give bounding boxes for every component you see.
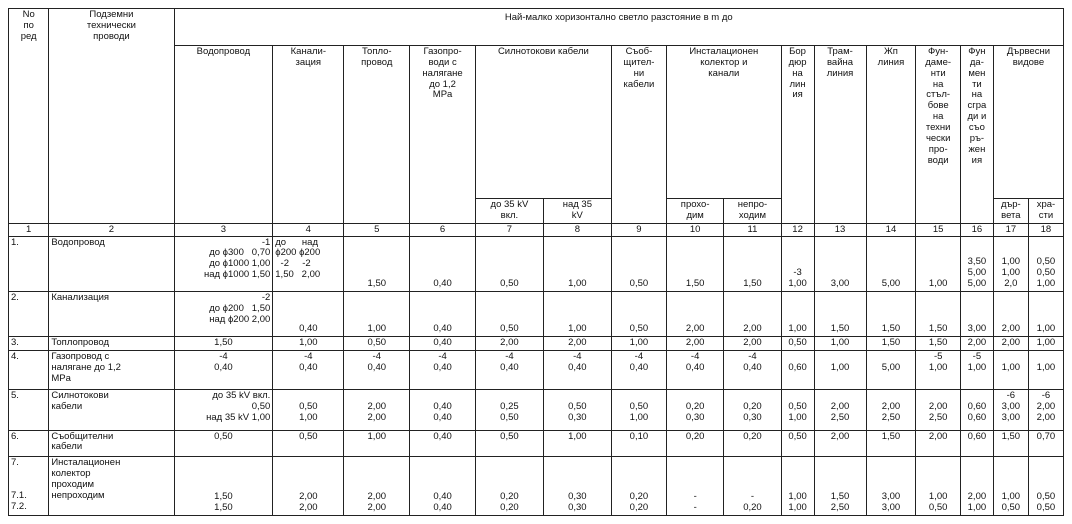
cell: 2,00 2,50 bbox=[866, 389, 916, 430]
cell: 2,00 bbox=[667, 291, 724, 336]
cell: 1,50 1,50 bbox=[174, 457, 273, 516]
cell: 1,50 bbox=[344, 236, 410, 291]
cell: -6 2,00 2,00 bbox=[1028, 389, 1063, 430]
column-number: 6 bbox=[410, 224, 476, 236]
col-collector: Инсталационен колектор и канали bbox=[667, 45, 782, 198]
table-row bbox=[9, 389, 1064, 430]
column-number: 16 bbox=[960, 224, 993, 236]
cell: 2,00 bbox=[814, 430, 866, 457]
cell: 0,50 bbox=[174, 430, 273, 457]
cell: 0,60 0,60 bbox=[960, 389, 993, 430]
cell: -1 до ϕ300 0,70 до ϕ1000 1,00 над ϕ1000 1,50 bbox=[174, 236, 273, 291]
cell: 1,00 bbox=[273, 336, 344, 350]
cell: -5 1,00 bbox=[916, 350, 961, 389]
cell: 1,00 0,50 bbox=[993, 457, 1028, 516]
cell: -4 0,40 bbox=[667, 350, 724, 389]
cell: 0,40 0,40 bbox=[410, 457, 476, 516]
cell: 0,40 bbox=[410, 430, 476, 457]
row-number: 6. bbox=[9, 430, 49, 457]
cell: 1,00 bbox=[344, 430, 410, 457]
cell: -2 до ϕ200 1,50 над ϕ200 2,00 bbox=[174, 291, 273, 336]
row-name: Силнотокови кабели bbox=[49, 389, 174, 430]
cell: 1,00 bbox=[543, 430, 611, 457]
cell: 1,00 bbox=[543, 291, 611, 336]
row-name: Съобщителни кабели bbox=[49, 430, 174, 457]
cell: 0,50 bbox=[781, 336, 814, 350]
row-number: 4. bbox=[9, 350, 49, 389]
col-tram: Трам- вайна линия bbox=[814, 45, 866, 224]
cell: 0,50 bbox=[611, 291, 666, 336]
cell: 0,20 0,20 bbox=[475, 457, 543, 516]
cell: 3,50 5,00 5,00 bbox=[960, 236, 993, 291]
cell: 2,00 2,50 bbox=[916, 389, 961, 430]
col-heat: Топло- провод bbox=[344, 45, 410, 224]
cell: -5 1,00 bbox=[960, 350, 993, 389]
cell: 0,25 0,50 bbox=[475, 389, 543, 430]
cell: -4 0,40 bbox=[611, 350, 666, 389]
row-number: 3. bbox=[9, 336, 49, 350]
column-number: 4 bbox=[273, 224, 344, 236]
cell: 0,50 bbox=[611, 236, 666, 291]
cell: 1,00 bbox=[916, 236, 961, 291]
table-row bbox=[9, 430, 1064, 457]
column-number: 14 bbox=[866, 224, 916, 236]
cell: 0,30 0,30 bbox=[543, 457, 611, 516]
cell: 0,50 bbox=[475, 236, 543, 291]
table-row bbox=[9, 291, 1064, 336]
col-curb: Бор дюр на лин ия bbox=[781, 45, 814, 224]
cell: 1,00 bbox=[814, 350, 866, 389]
col-water: Водопровод bbox=[174, 45, 273, 224]
cell: 0,50 bbox=[344, 336, 410, 350]
cell: 2,00 bbox=[724, 291, 781, 336]
cell: 1,00 bbox=[543, 236, 611, 291]
cell: 1,50 bbox=[866, 430, 916, 457]
row-number: 1. bbox=[9, 236, 49, 291]
col-shrubs: хра- сти bbox=[1028, 199, 1063, 224]
cell: 0,20 0,20 bbox=[611, 457, 666, 516]
col-trees-shrubs: Дървесни видове bbox=[993, 45, 1063, 198]
cell: 0,50 1,00 bbox=[273, 389, 344, 430]
cell: 3,00 bbox=[960, 291, 993, 336]
column-number: 10 bbox=[667, 224, 724, 236]
cell: 0,50 bbox=[475, 430, 543, 457]
cell: 3,00 3,00 bbox=[866, 457, 916, 516]
cell: - - bbox=[667, 457, 724, 516]
row-number: 7. 7.1. 7.2. bbox=[9, 457, 49, 516]
col-power-over35: над 35 kV bbox=[543, 199, 611, 224]
cell: -3 1,00 bbox=[781, 236, 814, 291]
cell: 2,00 2,00 bbox=[273, 457, 344, 516]
header-lines: Подземни технически проводи bbox=[49, 9, 174, 224]
column-number: 5 bbox=[344, 224, 410, 236]
distance-table bbox=[8, 8, 1064, 516]
row-name: Топлопровод bbox=[49, 336, 174, 350]
col-impassable: непро- ходим bbox=[724, 199, 781, 224]
cell: 1,00 bbox=[781, 291, 814, 336]
cell: 1,00 1,00 2,0 bbox=[993, 236, 1028, 291]
cell: 0,70 bbox=[1028, 430, 1063, 457]
cell: 2,00 bbox=[960, 336, 993, 350]
table-row bbox=[9, 457, 1064, 516]
col-gas: Газопро- води с налягане до 1,2 MPa bbox=[410, 45, 476, 224]
column-number: 12 bbox=[781, 224, 814, 236]
row-number: 5. bbox=[9, 389, 49, 430]
cell: 1,50 bbox=[866, 336, 916, 350]
cell: -4 0,40 bbox=[410, 350, 476, 389]
cell: 1,00 bbox=[1028, 336, 1063, 350]
cell: 0,50 0,50 bbox=[1028, 457, 1063, 516]
col-passable: прохо- дим bbox=[667, 199, 724, 224]
cell: 0,20 bbox=[667, 430, 724, 457]
header-span: Най-малко хоризонтално светло разстояние в m до bbox=[174, 9, 1063, 46]
cell: -4 0,40 bbox=[344, 350, 410, 389]
cell: 1,00 bbox=[1028, 350, 1063, 389]
row-name: Канализация bbox=[49, 291, 174, 336]
cell: 2,00 2,00 bbox=[344, 457, 410, 516]
column-number: 1 bbox=[9, 224, 49, 236]
header-no: No по ред bbox=[9, 9, 49, 224]
cell: 2,00 bbox=[724, 336, 781, 350]
cell: 0,50 1,00 bbox=[781, 389, 814, 430]
cell: 2,00 2,50 bbox=[814, 389, 866, 430]
cell: 0,50 0,50 1,00 bbox=[1028, 236, 1063, 291]
table-row bbox=[9, 236, 1064, 291]
col-telecom: Съоб- щител- ни кабели bbox=[611, 45, 666, 224]
cell: 1,00 bbox=[993, 350, 1028, 389]
cell: 5,00 bbox=[866, 350, 916, 389]
cell: до над ϕ200 ϕ200 -2 -2 1,50 2,00 bbox=[273, 236, 344, 291]
column-number: 15 bbox=[916, 224, 961, 236]
cell: 2,00 bbox=[667, 336, 724, 350]
cell: -6 3,00 3,00 bbox=[993, 389, 1028, 430]
cell: 0,60 bbox=[781, 350, 814, 389]
cell: 1,50 bbox=[916, 336, 961, 350]
col-rail: Жп линия bbox=[866, 45, 916, 224]
cell: 3,00 bbox=[814, 236, 866, 291]
cell: 1,50 bbox=[667, 236, 724, 291]
cell: 0,50 0,30 bbox=[543, 389, 611, 430]
cell: 1,50 bbox=[724, 236, 781, 291]
cell: 0,50 bbox=[781, 430, 814, 457]
cell: 2,00 bbox=[475, 336, 543, 350]
column-number: 8 bbox=[543, 224, 611, 236]
cell: 1,50 bbox=[174, 336, 273, 350]
cell: 2,00 2,00 bbox=[344, 389, 410, 430]
cell: 0,60 bbox=[960, 430, 993, 457]
row-number: 2. bbox=[9, 291, 49, 336]
cell: 0,40 bbox=[410, 236, 476, 291]
cell: 0,50 bbox=[475, 291, 543, 336]
col-building-foundations: Фун да- мен ти на сгра ди и съо ръ- жен ия bbox=[960, 45, 993, 224]
cell: 1,00 bbox=[814, 336, 866, 350]
cell: 1,00 1,00 bbox=[781, 457, 814, 516]
cell: 0,40 bbox=[410, 336, 476, 350]
cell: 0,20 0,30 bbox=[667, 389, 724, 430]
column-number: 2 bbox=[49, 224, 174, 236]
column-number: 13 bbox=[814, 224, 866, 236]
cell: 1,50 bbox=[916, 291, 961, 336]
cell: 0,20 bbox=[724, 430, 781, 457]
col-sewer: Канали- зация bbox=[273, 45, 344, 224]
cell: 0,40 bbox=[410, 291, 476, 336]
cell: 5,00 bbox=[866, 236, 916, 291]
cell: -4 0,40 bbox=[475, 350, 543, 389]
cell: 1,00 0,50 bbox=[916, 457, 961, 516]
col-pole-foundations: Фун- даме- нти на стъл- бове на техни чески про- води bbox=[916, 45, 961, 224]
cell: 0,40 0,40 bbox=[410, 389, 476, 430]
cell: 0,10 bbox=[611, 430, 666, 457]
cell: 1,00 bbox=[611, 336, 666, 350]
table-row bbox=[9, 336, 1064, 350]
cell: 0,50 1,00 bbox=[611, 389, 666, 430]
cell: -4 0,40 bbox=[543, 350, 611, 389]
column-numbers-row bbox=[9, 224, 1064, 236]
column-number: 17 bbox=[993, 224, 1028, 236]
col-trees: дър- вета bbox=[993, 199, 1028, 224]
cell: - 0,20 bbox=[724, 457, 781, 516]
row-name: Газопровод с налягане до 1,2 MPa bbox=[49, 350, 174, 389]
cell: 0,40 bbox=[273, 291, 344, 336]
cell: 0,20 0,30 bbox=[724, 389, 781, 430]
cell: 2,00 bbox=[543, 336, 611, 350]
cell: 1,50 2,50 bbox=[814, 457, 866, 516]
column-number: 18 bbox=[1028, 224, 1063, 236]
row-name: Инсталационен колектор проходим непроходим bbox=[49, 457, 174, 516]
column-number: 3 bbox=[174, 224, 273, 236]
column-number: 7 bbox=[475, 224, 543, 236]
col-power-cables: Силнотокови кабели bbox=[475, 45, 611, 198]
cell: 2,00 bbox=[993, 291, 1028, 336]
cell: 2,00 bbox=[916, 430, 961, 457]
cell: 1,00 bbox=[1028, 291, 1063, 336]
cell: 1,50 bbox=[866, 291, 916, 336]
cell: -4 0,40 bbox=[724, 350, 781, 389]
cell: 1,50 bbox=[814, 291, 866, 336]
col-power-upto35: до 35 kV вкл. bbox=[475, 199, 543, 224]
cell: 1,00 bbox=[344, 291, 410, 336]
cell: -4 0,40 bbox=[174, 350, 273, 389]
cell: 1,50 bbox=[993, 430, 1028, 457]
row-name: Водопровод bbox=[49, 236, 174, 291]
column-number: 9 bbox=[611, 224, 666, 236]
cell: 2,00 1,00 bbox=[960, 457, 993, 516]
cell: 2,00 bbox=[993, 336, 1028, 350]
table-row bbox=[9, 350, 1064, 389]
cell: -4 0,40 bbox=[273, 350, 344, 389]
column-number: 11 bbox=[724, 224, 781, 236]
cell: 0,50 bbox=[273, 430, 344, 457]
cell: до 35 kV вкл. 0,50 над 35 kV 1,00 bbox=[174, 389, 273, 430]
